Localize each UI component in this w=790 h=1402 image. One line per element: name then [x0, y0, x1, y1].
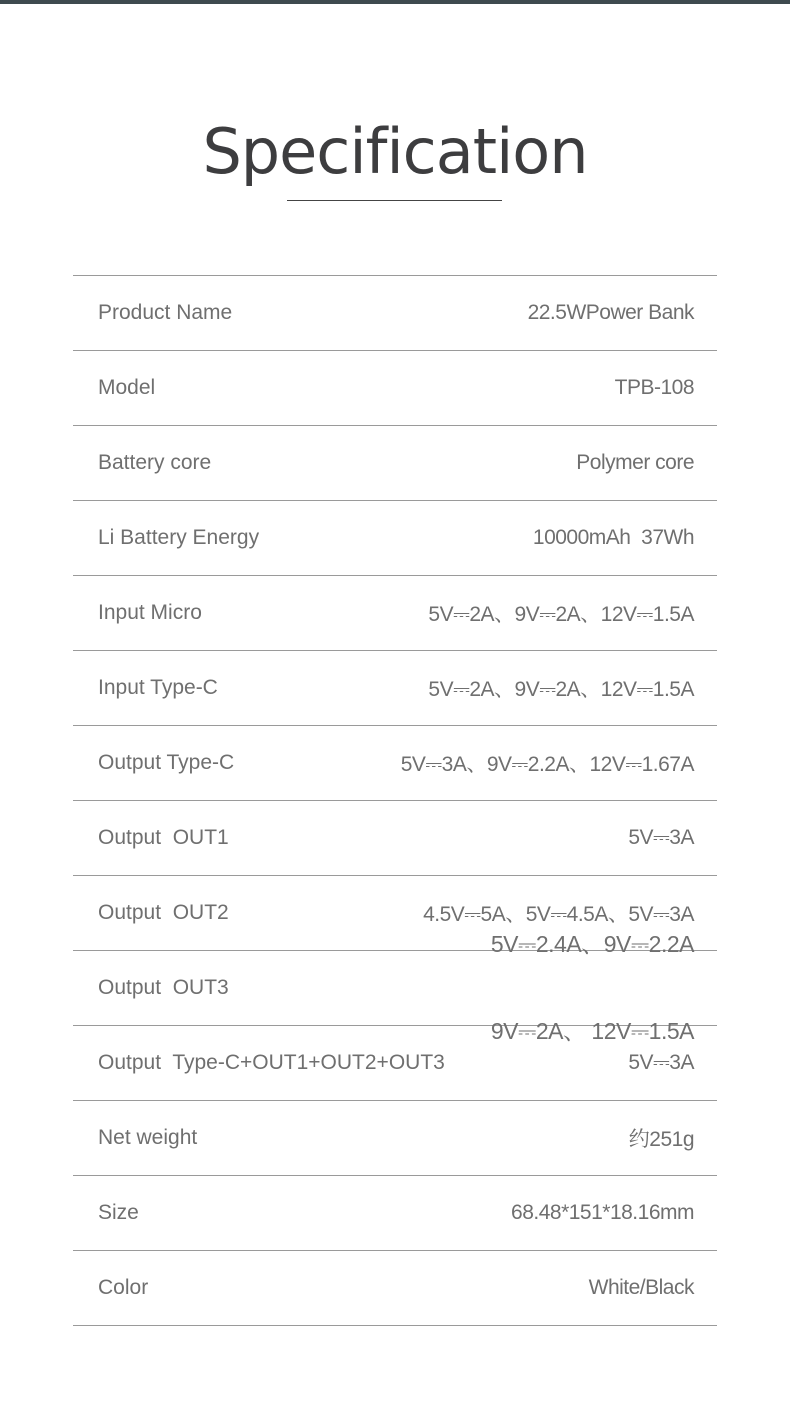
- spec-row-battery-energy: [73, 501, 717, 576]
- spec-label: Output Type-C+OUT1+OUT2+OUT3: [98, 1051, 445, 1074]
- spec-value: 约251g: [628, 1128, 694, 1151]
- spec-label: Output OUT3: [98, 976, 229, 999]
- spec-row-color: [73, 1251, 717, 1326]
- spec-label: Product Name: [98, 301, 233, 324]
- spec-row-battery-core: [73, 426, 717, 501]
- spec-value: 10000mAh 37Wh: [532, 526, 694, 549]
- spec-value: 5V⎓3A: [628, 1051, 694, 1074]
- spec-table: [73, 275, 717, 1326]
- spec-row-output-out1: [73, 801, 717, 876]
- title-underline: [287, 200, 502, 201]
- spec-label: Li Battery Energy: [98, 526, 260, 549]
- spec-label: Input Micro: [98, 601, 202, 624]
- spec-value: 5V⎓2A、9V⎓2A、12V⎓1.5A: [428, 678, 694, 701]
- spec-value: White/Black: [588, 1276, 694, 1299]
- spec-label: Net weight: [98, 1126, 198, 1149]
- spec-value: 68.48*151*18.16mm: [511, 1201, 694, 1224]
- spec-label: Input Type-C: [98, 676, 218, 699]
- spec-row-output-type-c: [73, 726, 717, 801]
- spec-value: Polymer core: [576, 451, 694, 474]
- spec-value-line: 9V⎓2A、 12V⎓1.5A: [490, 1018, 694, 1044]
- spec-row-input-type-c: [73, 651, 717, 726]
- spec-value: 5V⎓2A、9V⎓2A、12V⎓1.5A: [428, 603, 694, 626]
- spec-value: 4.5V⎓5A、5V⎓4.5A、5V⎓3A: [423, 903, 694, 926]
- spec-value: 22.5WPower Bank: [527, 301, 694, 324]
- spec-row-size: [73, 1176, 717, 1251]
- spec-row-output-out3: [73, 931, 717, 1044]
- spec-label: Output OUT1: [98, 826, 229, 849]
- spec-label: Output OUT2: [98, 901, 229, 924]
- spec-value: TPB-108: [614, 376, 694, 399]
- spec-label: Color: [98, 1276, 149, 1299]
- spec-row-input-micro: [73, 576, 717, 651]
- page-title: Specification: [202, 115, 588, 188]
- spec-row-product-name: [73, 276, 717, 351]
- spec-label: Battery core: [98, 451, 212, 474]
- spec-value: 5V⎓3A: [628, 826, 694, 849]
- spec-label: Model: [98, 376, 156, 399]
- top-accent-bar: [0, 0, 790, 4]
- spec-value: 5V⎓3A、9V⎓2.2A、12V⎓1.67A: [400, 753, 694, 776]
- spec-row-model: [73, 351, 717, 426]
- spec-value-line: 5V⎓2.4A、9V⎓2.2A: [490, 931, 694, 957]
- spec-row-net-weight: [73, 1101, 717, 1176]
- spec-label: Size: [98, 1201, 139, 1224]
- spec-label: Output Type-C: [98, 751, 235, 774]
